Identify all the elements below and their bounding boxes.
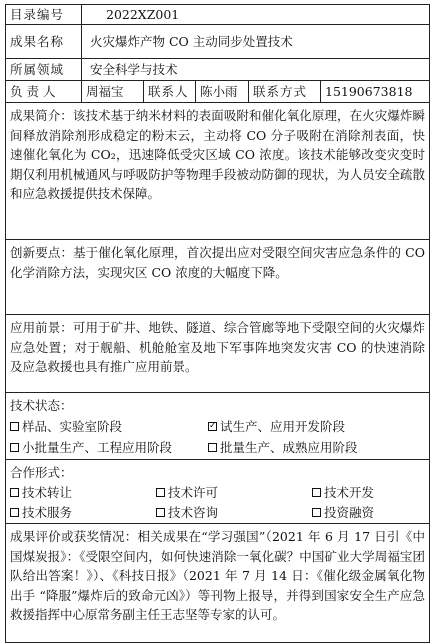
field-value: 安全科学与技术 bbox=[82, 59, 430, 81]
application-text: 可用于矿井、地铁、隧道、综合管廊等地下受限空间的火灾爆炸应急处置；对于舰船、机舱舱室及地下军事阵地突发灾害 CO 的快速消除及应急救援也具有推广应用前景。 bbox=[10, 320, 425, 374]
status-option-lab[interactable]: 样品、实验室阶段 bbox=[10, 417, 208, 436]
application-label: 应用前景： bbox=[10, 320, 73, 335]
application-paragraph bbox=[10, 318, 425, 377]
contact-value: 陈小雨 bbox=[196, 81, 249, 103]
phone-value: 15190673818 bbox=[321, 81, 430, 103]
summary-label: 成果简介： bbox=[10, 108, 73, 123]
cooperation-cell bbox=[6, 460, 430, 524]
catalog-number-value: 2022XZ001 bbox=[82, 5, 430, 25]
contact-label: 联系人 bbox=[144, 81, 196, 103]
row-field bbox=[6, 59, 430, 81]
row-summary bbox=[6, 103, 430, 240]
checkbox-icon[interactable] bbox=[156, 488, 165, 497]
innovation-paragraph bbox=[10, 243, 425, 282]
coop-option-transfer[interactable]: 技术转让 bbox=[10, 483, 156, 502]
checkbox-icon[interactable] bbox=[312, 488, 321, 497]
innovation-label: 创新要点： bbox=[10, 245, 74, 260]
phone-label: 联系方式 bbox=[249, 81, 321, 103]
row-achievement-name bbox=[6, 25, 430, 59]
lead-label: 负责人 bbox=[6, 81, 82, 103]
tech-status-label: 技术状态： bbox=[10, 398, 73, 413]
lead-value: 周福宝 bbox=[82, 81, 144, 103]
summary-paragraph bbox=[10, 106, 425, 204]
status-option-small-batch[interactable]: 小批量生产、工程应用阶段 bbox=[10, 438, 208, 457]
tech-status-row-2 bbox=[10, 438, 425, 457]
cooperation-row-1 bbox=[10, 483, 425, 502]
evaluation-label: 成果评价或获奖情况： bbox=[10, 529, 138, 544]
row-cooperation bbox=[6, 460, 430, 524]
checkbox-icon[interactable] bbox=[156, 508, 165, 517]
evaluation-text: 相关成果在“学习强国”（2021 年 6 月 17 日引《中国煤炭报》：《受限空间内，如何快速消除一氧化碳？中国矿业大学周福宝团队给出答案！》）、《科技日报》（2021 年 7 月 14 日：《催化级金属氧化物出手 “降服”爆炸后的致命元凶》）等刊物上报导，并得到国家安全生产应急救援指挥中心原常务副主任王志坚等专家的认可。 bbox=[10, 529, 425, 622]
catalog-number-label: 目录编号 bbox=[6, 5, 82, 25]
row-application bbox=[6, 315, 430, 393]
row-people bbox=[6, 81, 430, 103]
coop-option-development[interactable]: 技术开发 bbox=[312, 483, 425, 502]
row-innovation bbox=[6, 240, 430, 315]
tech-status-cell bbox=[6, 393, 430, 460]
achievement-name-value: 火灾爆炸产物 CO 主动同步处置技术 bbox=[82, 25, 430, 59]
checkbox-checked-icon[interactable]: ✓ bbox=[209, 421, 217, 431]
cooperation-label: 合作形式： bbox=[10, 465, 73, 480]
checkbox-icon[interactable] bbox=[10, 508, 19, 517]
row-catalog-number bbox=[6, 5, 430, 25]
field-label: 所属领域 bbox=[6, 59, 82, 81]
tech-status-row-1 bbox=[10, 417, 425, 436]
coop-option-consulting[interactable]: 技术咨询 bbox=[156, 503, 312, 522]
checkbox-icon[interactable] bbox=[10, 422, 19, 431]
checkbox-icon[interactable] bbox=[10, 443, 19, 452]
coop-option-license[interactable]: 技术许可 bbox=[156, 483, 312, 502]
checkbox-icon[interactable] bbox=[312, 508, 321, 517]
innovation-text: 基于催化氧化原理，首次提出应对受限空间灾害应急条件的 CO 化学消除方法，实现灾区 CO 浓度的大幅度下降。 bbox=[10, 245, 425, 280]
status-option-trial[interactable]: ✓ 试生产、应用开发阶段 bbox=[209, 419, 346, 434]
evaluation-paragraph bbox=[10, 527, 425, 625]
innovation-cell bbox=[6, 240, 430, 315]
checkbox-icon[interactable] bbox=[208, 443, 217, 452]
coop-option-service[interactable]: 技术服务 bbox=[10, 503, 156, 522]
achievement-name-label: 成果名称 bbox=[6, 25, 82, 59]
summary-cell bbox=[6, 103, 430, 240]
application-cell bbox=[6, 315, 430, 393]
summary-text: 该技术基于纳米材料的表面吸附和催化氧化原理，在火灾爆炸瞬间释放消除剂形成稳定的粉末云，主动将 CO 分子吸附在消除剂表面，快速催化氧化为 CO₂，迅速降低受灾区域 CO 浓度。该技术能够改变灾变时期仅利用机械通风与呼吸防护等物理手段被动防御的现状，为人员安全疏散和应急救援提供技术保障。 bbox=[10, 108, 425, 201]
row-tech-status bbox=[6, 393, 430, 460]
achievement-table bbox=[5, 4, 430, 643]
coop-option-investment[interactable]: 投资融资 bbox=[312, 503, 425, 522]
checkbox-icon[interactable] bbox=[10, 488, 19, 497]
status-option-mass[interactable]: 批量生产、成熟应用阶段 bbox=[208, 438, 358, 457]
cooperation-row-2 bbox=[10, 503, 425, 522]
